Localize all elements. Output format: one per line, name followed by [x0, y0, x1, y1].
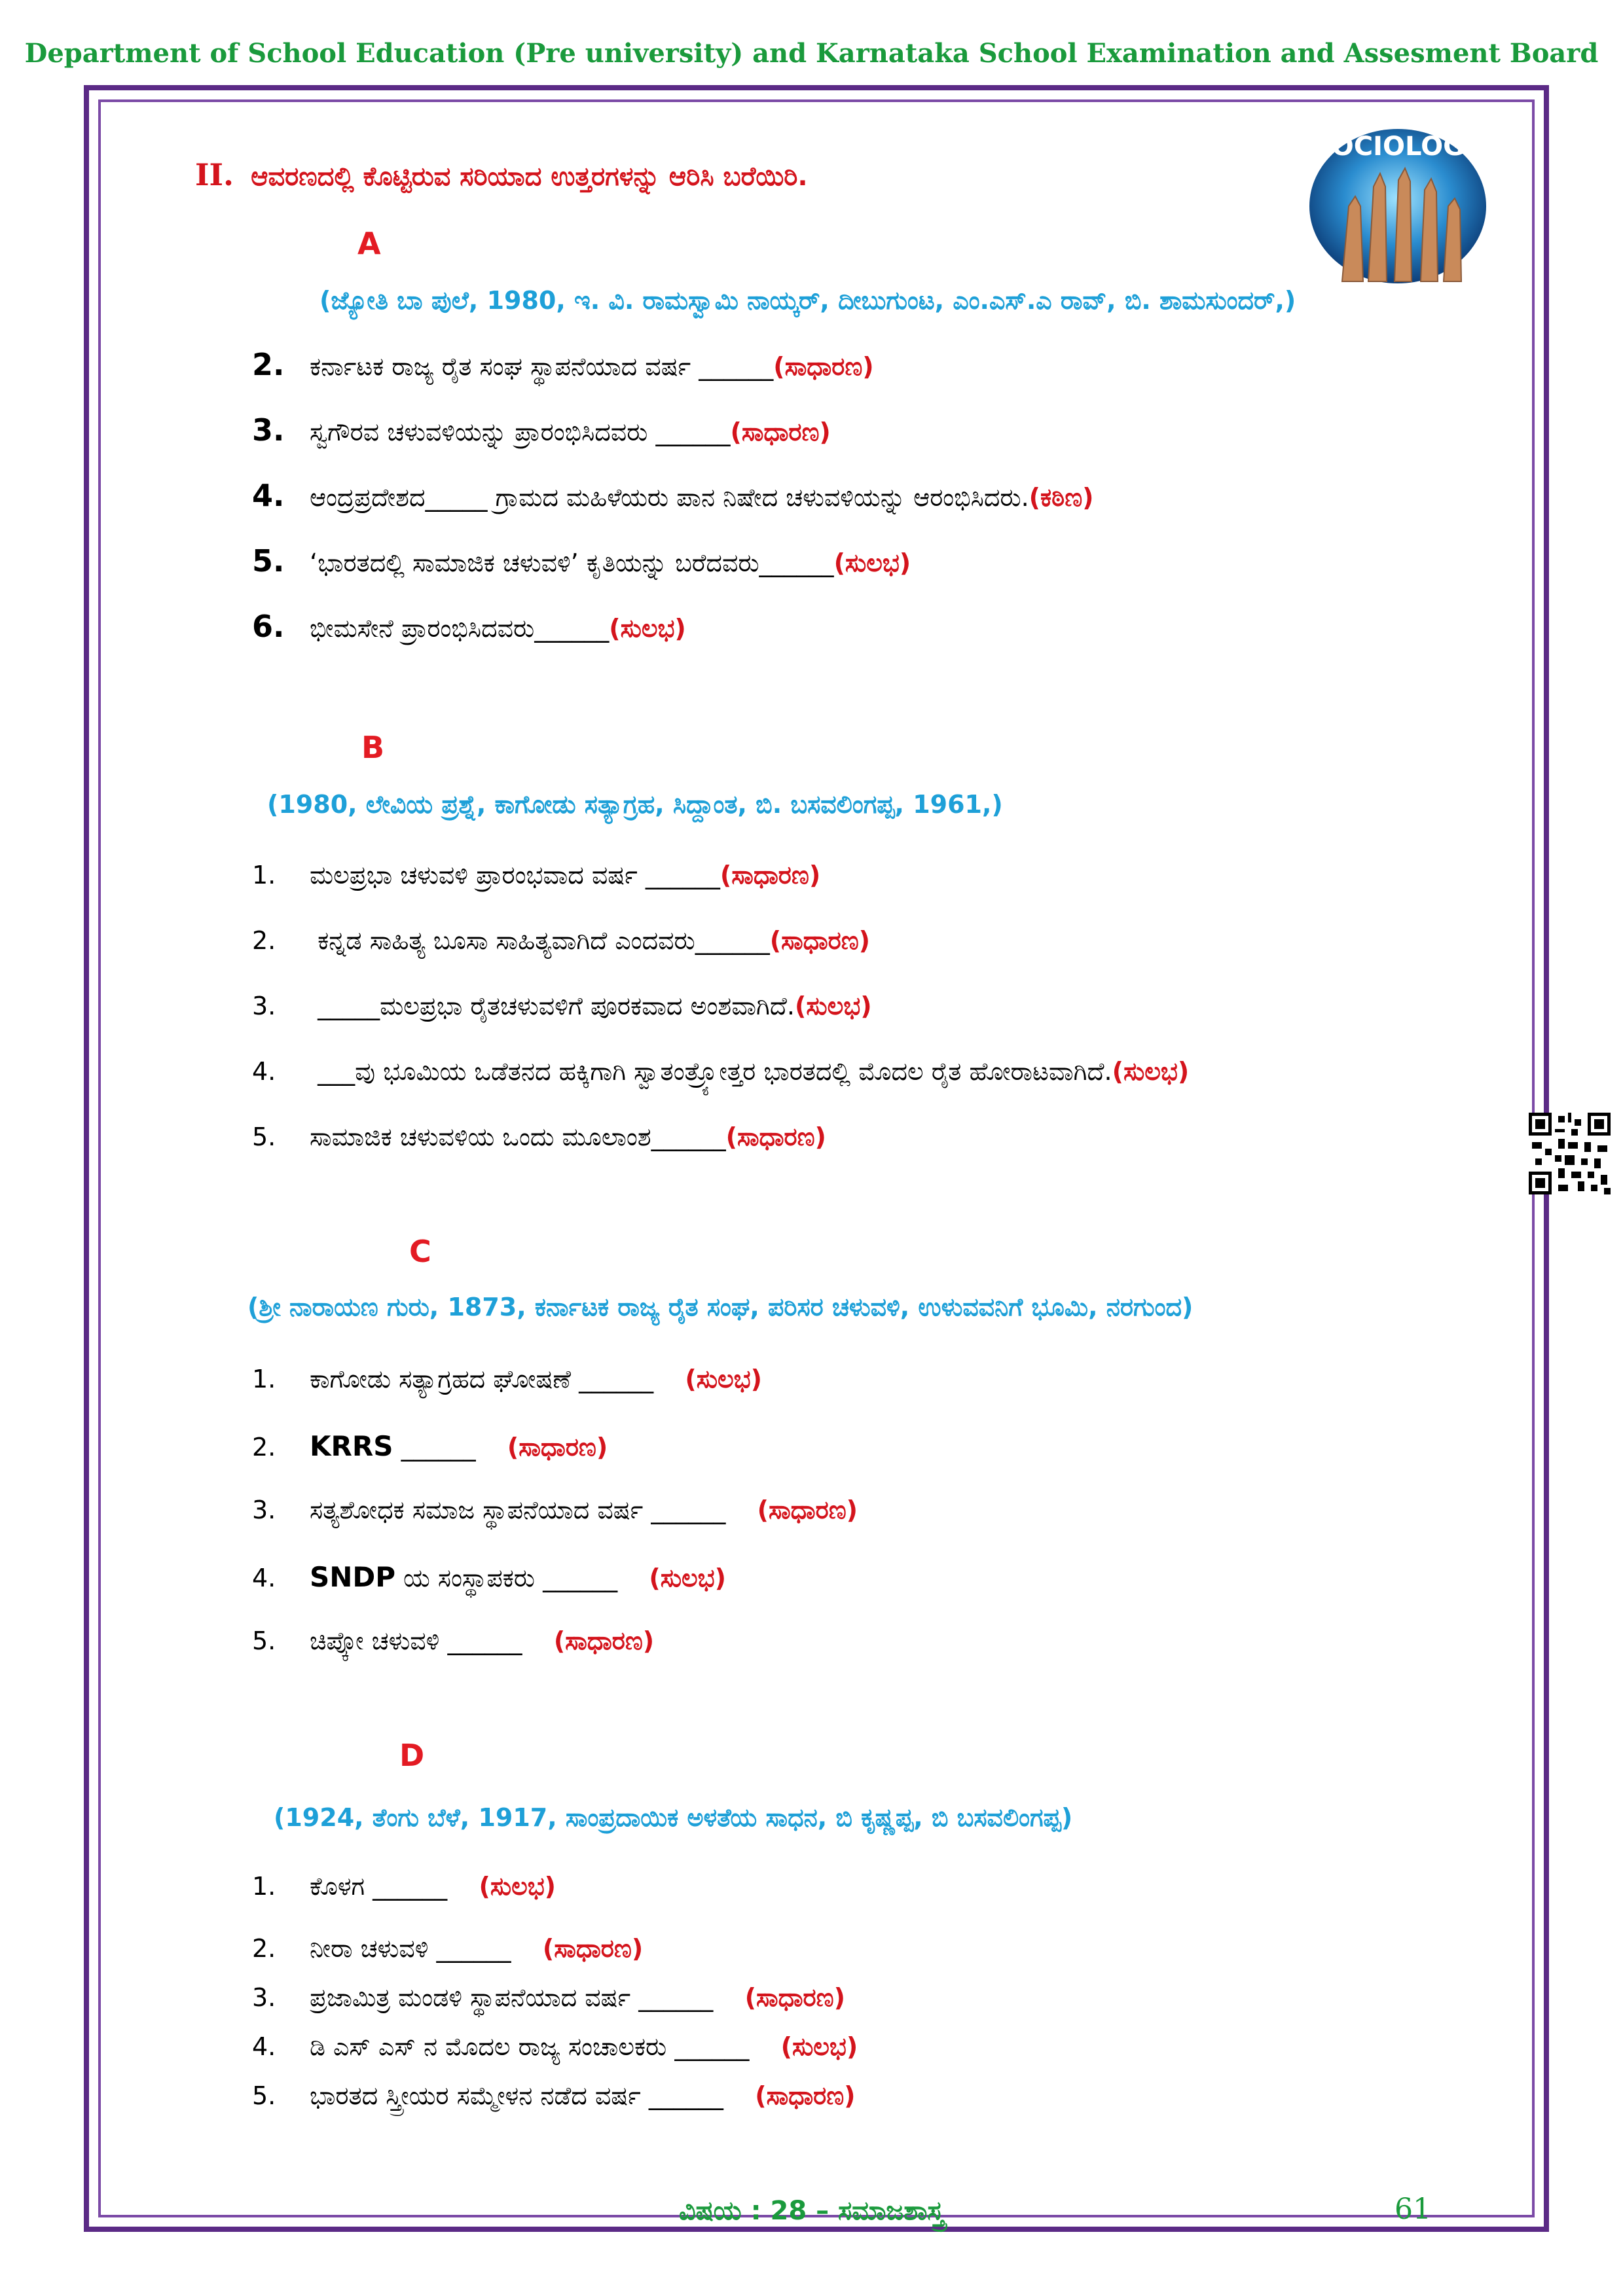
item-text: ಕಾಗೋಡು ಸತ್ಯಾಗ್ರಹದ ಘೋಷಣೆ ______	[310, 1365, 654, 1393]
item-text: ಸ್ವಗೌರವ ಚಳುವಳಿಯನ್ನು ಪ್ರಾರಂಭಿಸಿದವರು ______	[310, 418, 731, 446]
item-number: 1.	[252, 1872, 276, 1901]
difficulty-label: (ಸುಲಭ)	[479, 1872, 556, 1901]
section-c-item-5	[252, 1626, 654, 1656]
item-text: ‘ಭಾರತದಲ್ಲಿ ಸಾಮಾಜಿಕ ಚಳುವಳಿ’ ಕೃತಿಯನ್ನು ಬರೆದವರು______	[310, 548, 834, 577]
section-c-letter: C	[409, 1234, 431, 1269]
item-number: 2.	[252, 1934, 276, 1963]
item-text: ಯ ಸಂಸ್ಥಾಪಕರು ______	[395, 1564, 618, 1592]
question-number: II.	[195, 157, 234, 192]
item-number: 1.	[252, 1365, 276, 1393]
difficulty-label: (ಸುಲಭ)	[780, 2032, 858, 2061]
difficulty-label: (ಸಾಧಾರಣ)	[769, 926, 871, 955]
section-a-item-3	[252, 478, 1094, 513]
difficulty-label: (ಸಾಧಾರಣ)	[744, 1983, 845, 2012]
section-c-item-1	[252, 1365, 762, 1394]
logo-text: SOCIOLOGY	[1312, 132, 1484, 162]
item-text: ಸಾಮಾಜಿಕ ಚಳುವಳಿಯ ಒಂದು ಮೂಲಾಂಶ______	[310, 1122, 726, 1151]
item-number: 3.	[252, 412, 285, 448]
difficulty-label: (ಕಠಿಣ)	[1029, 483, 1094, 512]
item-number: 3.	[252, 1496, 276, 1524]
section-d-letter: D	[399, 1738, 425, 1773]
item-text: ಮಲಪ್ರಭಾ ಚಳುವಳಿ ಪ್ರಾರಂಭವಾದ ವರ್ಷ ______	[310, 861, 720, 889]
difficulty-label: (ಸಾಧಾರಣ)	[725, 1122, 826, 1151]
difficulty-label: (ಸಾಧಾರಣ)	[553, 1626, 655, 1655]
item-text: ಭಾರತದ ಸ್ತ್ರೀಯರ ಸಮ್ಮೇಳನ ನಡೆದ ವರ್ಷ ______	[310, 2081, 723, 2110]
difficulty-label: (ಸಾಧಾರಣ)	[507, 1433, 608, 1462]
section-d-options: (1924, ತೆಂಗು ಬೆಳೆ, 1917, ಸಾಂಪ್ರದಾಯಿಕ ಅಳತೆಯ ಸಾಧನ, ಬಿ ಕೃಷ್ಣಪ್ಪ, ಬಿ ಬಸವಲಿಂಗಪ್ಪ)	[274, 1803, 1073, 1832]
item-abbreviation: SNDP	[310, 1561, 396, 1593]
section-a-item-1	[252, 347, 874, 382]
item-number: 3.	[252, 992, 276, 1020]
difficulty-label: (ಸುಲಭ)	[685, 1365, 762, 1393]
item-text: ಕನ್ನಡ ಸಾಹಿತ್ಯ ಬೂಸಾ ಸಾಹಿತ್ಯವಾಗಿದೆ ಎಂದವರು______	[310, 926, 770, 955]
difficulty-label: (ಸಾಧಾರಣ)	[720, 861, 821, 889]
page-number: 61	[1395, 2193, 1431, 2226]
difficulty-label: (ಸುಲಭ)	[794, 992, 872, 1020]
difficulty-label: (ಸಾಧಾರಣ)	[773, 352, 874, 381]
item-text: ನೀರಾ ಚಳುವಳಿ ______	[310, 1934, 511, 1963]
section-d-item-5	[252, 2081, 856, 2111]
item-text: ಪ್ರಜಾಮಿತ್ರ ಮಂಡಳಿ ಸ್ಥಾಪನೆಯಾದ ವರ್ಷ ______	[310, 1983, 714, 2012]
item-number: 4.	[252, 478, 285, 513]
section-c-options: (ಶ್ರೀ ನಾರಾಯಣ ಗುರು, 1873, ಕರ್ನಾಟಕ ರಾಜ್ಯ ರೈತ ಸಂಘ, ಪರಿಸರ ಚಳುವಳಿ, ಉಳುವವನಿಗೆ ಭೂಮಿ, ನರಗುಂದ)	[247, 1293, 1194, 1321]
section-c-item-3	[252, 1496, 858, 1525]
section-d-item-4	[252, 2032, 858, 2062]
difficulty-label: (ಸುಲಭ)	[609, 614, 686, 643]
section-b-item-4	[252, 1057, 1189, 1086]
item-number: 5.	[252, 543, 285, 579]
item-text: ಡಿ ಎಸ್ ಎಸ್ ನ ಮೊದಲ ರಾಜ್ಯ ಸಂಚಾಲಕರು ______	[310, 2032, 750, 2061]
item-number: 2.	[252, 347, 285, 382]
section-a-options: (ಜ್ಯೋತಿ ಬಾ ಪುಲೆ, 1980, ಇ. ವಿ. ರಾಮಸ್ವಾಮಿ ನಾಯ್ಕರ್, ದೀಬುಗುಂಟ, ಎಂ.ಎಸ್.ಎ ರಾವ್, ಬಿ. ಶಾಮಸುಂದರ್,)	[319, 286, 1296, 315]
item-number: 4.	[252, 2032, 276, 2061]
item-text: ಕೊಳಗ ______	[310, 1872, 448, 1901]
item-number: 2.	[252, 926, 276, 955]
qr-code-icon	[1529, 1113, 1611, 1194]
item-number: 4.	[252, 1057, 276, 1086]
section-a-item-5	[252, 609, 686, 644]
item-text: ಸತ್ಯಶೋಧಕ ಸಮಾಜ ಸ್ಥಾಪನೆಯಾದ ವರ್ಷ ______	[310, 1496, 726, 1524]
section-b-item-3	[252, 992, 872, 1021]
section-b-item-1	[252, 861, 820, 890]
item-number: 1.	[252, 861, 276, 889]
difficulty-label: (ಸುಲಭ)	[833, 548, 911, 577]
section-c-item-2	[252, 1430, 608, 1462]
difficulty-label: (ಸಾಧಾರಣ)	[730, 418, 831, 446]
item-text: ಕರ್ನಾಟಕ ರಾಜ್ಯ ರೈತ ಸಂಘ ಸ್ಥಾಪನೆಯಾದ ವರ್ಷ ______	[310, 352, 774, 381]
difficulty-label: (ಸಾಧಾರಣ)	[755, 2081, 856, 2110]
difficulty-label: (ಸಾಧಾರಣ)	[542, 1934, 644, 1963]
item-number: 5.	[252, 2081, 276, 2110]
section-d-item-3	[252, 1983, 845, 2013]
section-b-item-2	[252, 926, 870, 956]
section-a-letter: A	[357, 226, 381, 261]
item-abbreviation: KRRS	[310, 1430, 393, 1462]
item-text: ಚಿಪ್ಕೋ ಚಳುವಳಿ ______	[310, 1626, 522, 1655]
question-instruction: ಆವರಣದಲ್ಲಿ ಕೊಟ್ಟಿರುವ ಸರಿಯಾದ ಉತ್ತರಗಳನ್ನು ಆರಿಸಿ ಬರೆಯಿರಿ.	[251, 162, 808, 192]
section-d-item-1	[252, 1872, 556, 1901]
page-footer: ವಿಷಯ : 28 – ಸಮಾಜಶಾಸ್ತ್ರ	[678, 2196, 945, 2226]
difficulty-label: (ಸುಲಭ)	[1112, 1057, 1190, 1086]
page-header: Department of School Education (Pre university) and Karnataka School Examination and Assesment Board	[24, 38, 1599, 69]
difficulty-label: (ಸಾಧಾರಣ)	[757, 1496, 858, 1524]
sociology-logo-icon	[1303, 108, 1493, 285]
item-text: ಆಂದ್ರಪ್ರದೇಶದ_____ ಗ್ರಾಮದ ಮಹಿಳೆಯರು ಪಾನ ನಿಷೇದ ಚಳುವಳಿಯನ್ನು ಆರಂಭಿಸಿದರು.	[310, 483, 1029, 512]
item-number: 5.	[252, 1122, 276, 1151]
item-number: 5.	[252, 1626, 276, 1655]
section-c-item-4	[252, 1561, 726, 1593]
item-number: 6.	[252, 609, 285, 644]
question-heading	[195, 157, 808, 192]
section-d-item-2	[252, 1934, 643, 1964]
section-b-letter: B	[361, 730, 385, 765]
section-b-item-5	[252, 1122, 826, 1152]
item-text: ಭೀಮಸೇನೆ ಪ್ರಾರಂಭಿಸಿದವರು______	[310, 614, 610, 643]
section-b-options: (1980, ಲೇವಿಯ ಪ್ರಶ್ನೆ, ಕಾಗೋಡು ಸತ್ಯಾಗ್ರಹ, ಸಿದ್ದಾಂತ, ಬಿ. ಬಸವಲಿಂಗಪ್ಪ, 1961,)	[267, 790, 1003, 819]
item-number: 2.	[252, 1433, 276, 1462]
item-number: 4.	[252, 1564, 276, 1592]
item-text: _____ಮಲಪ್ರಭಾ ರೈತಚಳುವಳಿಗೆ ಪೂರಕವಾದ ಅಂಶವಾಗಿದೆ.	[310, 992, 795, 1020]
section-a-item-4	[252, 543, 911, 579]
item-number: 3.	[252, 1983, 276, 2012]
section-a-item-2	[252, 412, 831, 448]
item-text: ______	[393, 1433, 476, 1462]
difficulty-label: (ಸುಲಭ)	[649, 1564, 726, 1592]
item-text: ___ವು ಭೂಮಿಯ ಒಡೆತನದ ಹಕ್ಕಿಗಾಗಿ ಸ್ವಾತಂತ್ರ್ಯೋತ್ತರ ಭಾರತದಲ್ಲಿ ಮೊದಲ ರೈತ ಹೋರಾಟವಾಗಿದೆ.	[310, 1057, 1112, 1086]
